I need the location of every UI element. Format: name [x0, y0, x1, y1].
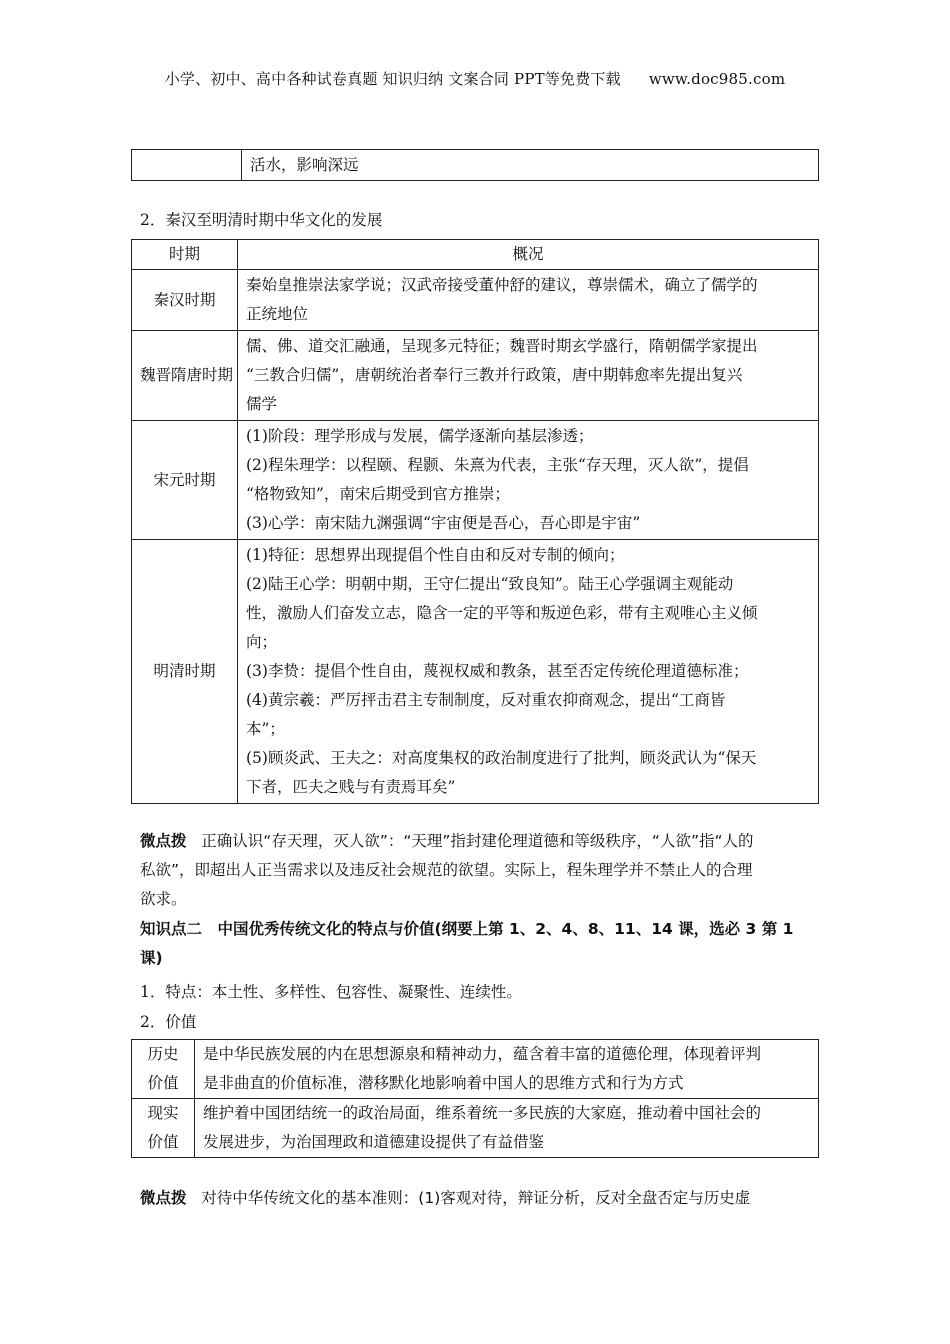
header-text: 小学、初中、高中各种试卷真题 知识归纳 文案合同 PPT等免费下载	[164, 70, 621, 88]
table-row	[132, 1040, 819, 1099]
period-cell: 宋元时期	[132, 421, 238, 540]
page-header	[0, 68, 950, 89]
value-table	[131, 1039, 819, 1158]
period-cell: 魏晋隋唐时期	[132, 331, 238, 421]
value-label: 历史 价值	[132, 1040, 195, 1099]
period-cell: 明清时期	[132, 540, 238, 804]
table-row	[132, 1099, 819, 1158]
value-label: 现实 价值	[132, 1099, 195, 1158]
value-cell: 维护着中国团结统一的政治局面，维系着统一多民族的大家庭，推动着中国社会的 发展进步，为治国理政和道德建设提供了有益借鉴	[195, 1099, 819, 1158]
continued-cell: 活水，影响深远	[242, 150, 819, 181]
col-overview-header: 概况	[238, 240, 819, 270]
overview-cell: (1)阶段：理学形成与发展，儒学逐渐向基层渗透； (2)程朱理学：以程颐、程颢、朱熹为代表，主张“存天理，灭人欲”，提倡 “格物致知”，南宋后期受到官方推崇； (3)心学：南宋陆九渊强调“宇宙便是吾心，吾心即是宇宙”	[238, 421, 819, 540]
tip1-block: 微点拨 正确认识“存天理，灭人欲”：“天理”指封建伦理道德和等级秩序，“人欲”指“人的 私欲”，即超出人正当需求以及违反社会规范的欲望。实际上，程朱理学并不禁止人的合理 欲求。	[140, 832, 754, 908]
overview-cell: (1)特征：思想界出现提倡个性自由和反对专制的倾向； (2)陆王心学：明朝中期，王守仁提出“致良知”。陆王心学强调主观能动 性，激励人们奋发立志，隐含一定的平等和叛逆色彩，带有主观唯心主义倾 向； (3)李贽：提倡个性自由，蔑视权威和教条，甚至否定传统伦理道德标准； (4)黄宗羲：严厉抨击君主专制制度，反对重农抑商观念，提出“工商皆 本”； (5)顾炎武、王夫之：对高度集权的政治制度进行了批判，顾炎武认为“保天 下者，匹夫之贱与有责焉耳矣”	[238, 540, 819, 804]
table-row	[132, 270, 819, 331]
overview-cell: 秦始皇推崇法家学说；汉武帝接受董仲舒的建议，尊崇儒术，确立了儒学的 正统地位	[238, 270, 819, 331]
knowledge2-title: 知识点二 中国优秀传统文化的特点与价值(纲要上第 1、2、4、8、11、14 课，选必 3 第 1 课)	[140, 920, 794, 967]
value-heading: 2．价值	[140, 1013, 197, 1031]
period-cell: 秦汉时期	[132, 270, 238, 331]
value-cell: 是中华民族发展的内在思想源泉和精神动力，蕴含着丰富的道德伦理，体现着评判 是非曲直的价值标准，潜移默化地影响着中国人的思维方式和行为方式	[195, 1040, 819, 1099]
tip1-label: 微点拨	[140, 832, 187, 850]
header-site-link[interactable]: www.doc985.com	[648, 70, 786, 88]
tip2-block: 微点拨 对待中华传统文化的基本准则：(1)客观对待，辩证分析，反对全盘否定与历史虚	[140, 1189, 751, 1207]
continued-table	[131, 149, 819, 181]
table-row	[132, 331, 819, 421]
tip2-label: 微点拨	[140, 1189, 187, 1207]
overview-cell: 儒、佛、道交汇融通，呈现多元特征；魏晋时期玄学盛行，隋朝儒学家提出 “三教合归儒”，唐朝统治者奉行三教并行政策，唐中期韩愈率先提出复兴 儒学	[238, 331, 819, 421]
table-row	[132, 540, 819, 804]
feature-line: 1．特点：本土性、多样性、包容性、凝聚性、连续性。	[140, 983, 522, 1001]
table-row	[132, 421, 819, 540]
section2-heading: 2．秦汉至明清时期中华文化的发展	[140, 211, 383, 229]
development-table	[131, 239, 819, 804]
col-period-header: 时期	[132, 240, 238, 270]
